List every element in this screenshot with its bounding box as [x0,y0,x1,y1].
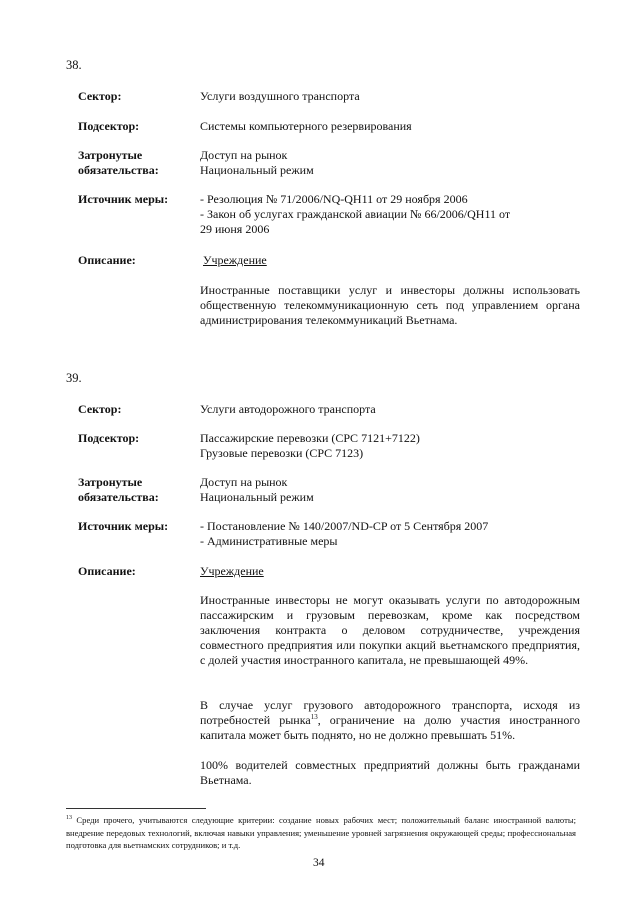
entry-number: 39. [66,371,82,385]
description-label: Описание: [78,253,136,267]
subsector-label: Подсектор: [78,119,140,133]
description-label: Описание: [78,564,136,578]
source-value: - Постановление № 140/2007/ND-CP от 5 Сентября 2007 - Административные меры [200,519,489,548]
footnote-marker: 13 [66,815,72,822]
description-paragraph: 100% водителей совместных предприятий должны быть гражданами Вьетнама. [200,758,580,787]
description-paragraph: В случае услуг грузового автодорожного транспорта, исходя из потребностей рынка$^{13}$, ограничение на долю участия иностранного капитала может быть поднято, но не должно превышать 51%. [200,698,580,742]
sector-value: Услуги воздушного транспорта [200,89,360,103]
obligations-value: Доступ на рынок Национальный режим [200,475,314,504]
subsector-label: Подсектор: [78,431,140,445]
obligations-value: Доступ на рынок Национальный режим [200,148,314,177]
source-value: - Резолюция № 71/2006/NQ-QH11 от 29 ноября 2006 - Закон об услугах гражданской авиации № 66/2006/QH11 от 29 июня 2006 [200,192,511,236]
description-paragraph: Иностранные инвесторы не могут оказывать услуги по автодорожным пассажирским и грузовым перевозкам, кроме как посредством заключения контракта о деловом сотрудничестве, учреждения совместного предприятия или покупки акций вьетнамского предприятия, с долей участия иностранного капитала, не превышающей 49%. [200,593,580,667]
description-heading: Учреждение [200,564,264,578]
sector-label: Сектор: [78,402,122,416]
footnote-separator [66,808,206,809]
source-label: Источник меры: [78,519,169,533]
footnote: $^{13}$ Среди прочего, учитываются следующие критерии: создание новых рабочих мест; положительный баланс иностранной валюты; внедрение передовых технологий, включая навыки управления; уменьшение уровней загрязнения окружающей среды; профессиональная подготовка для вьетнамских сотрудников; и т.д. [66,815,576,850]
source-label: Источник меры: [78,192,169,206]
subsector-value: Пассажирские перевозки (CPC 7121+7122) Грузовые перевозки (CPC 7123) [200,431,420,460]
sector-value: Услуги автодорожного транспорта [200,402,376,416]
sector-label: Сектор: [78,89,122,103]
page-number: 34 [313,857,325,869]
obligations-label: Затронутые обязательства: [78,475,159,504]
description-heading: Учреждение [203,253,267,267]
entry-number: 38. [66,58,82,72]
subsector-value: Системы компьютерного резервирования [200,119,412,133]
description-paragraph: Иностранные поставщики услуг и инвесторы должны использовать общественную телекоммуникационную сеть под управлением органа администрирования телекоммуникаций Вьетнама. [200,283,580,327]
footnote-ref[interactable]: 13 [310,713,318,721]
obligations-label: Затронутые обязательства: [78,148,159,177]
